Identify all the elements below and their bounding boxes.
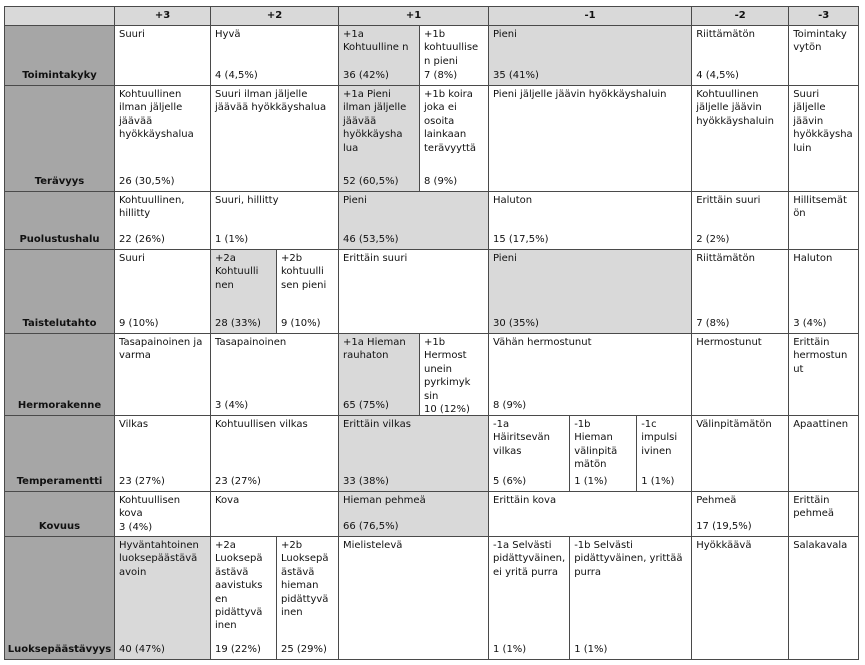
table-cell — [489, 26, 692, 86]
cell-content — [641, 418, 687, 488]
cell-count: 5 (6%) — [493, 475, 527, 487]
cell-count: 33 (38%) — [343, 475, 389, 487]
cell-content — [215, 336, 334, 412]
cell-text: Tasapainoinen ja varma — [119, 337, 203, 362]
cell-text: Suuri — [119, 253, 145, 264]
cell-content — [574, 418, 632, 488]
cell-count: 8 (9%) — [424, 175, 458, 187]
cell-text: Pieni — [343, 195, 367, 206]
cell-text: Kohtuullinen, hillitty — [119, 195, 185, 220]
table-cell — [692, 492, 789, 537]
cell-count: 52 (60,5%) — [343, 175, 399, 187]
cell-content — [424, 28, 484, 82]
cell-text: Erittäin hermostun ut — [793, 337, 848, 375]
cell-count: 25 (29%) — [281, 643, 327, 655]
cell-content — [215, 494, 334, 533]
cell-text: Erittäin vilkas — [343, 419, 411, 430]
table-cell — [115, 192, 211, 250]
cell-text: +2b Luoksepä ästävä hieman pidättyvä inen — [281, 540, 329, 619]
table-cell — [115, 26, 211, 86]
cell-content — [793, 194, 854, 246]
cell-count: 19 (22%) — [215, 643, 261, 655]
cell-content — [343, 28, 415, 82]
table-cell — [570, 537, 692, 660]
cell-count: 22 (26%) — [119, 233, 165, 245]
cell-count: 65 (75%) — [343, 399, 389, 411]
table-cell — [489, 416, 570, 492]
cell-count: 23 (27%) — [119, 475, 165, 487]
table-body — [5, 26, 859, 660]
cell-content — [696, 28, 784, 82]
table-cell — [692, 192, 789, 250]
table-cell — [692, 334, 789, 416]
table-cell — [692, 26, 789, 86]
cell-content — [215, 252, 272, 330]
cell-text: Erittäin kova — [493, 495, 557, 506]
cell-content — [343, 539, 484, 656]
cell-count: 17 (19,5%) — [696, 520, 752, 532]
cell-content — [493, 194, 687, 246]
cell-content — [493, 252, 687, 330]
cell-text: +2a Luoksepä ästävä aavistuks en pidättyvä inen — [215, 540, 263, 632]
table-cell — [789, 492, 859, 537]
column-header-minus3: -3 — [789, 7, 859, 26]
cell-count: 35 (41%) — [493, 69, 539, 81]
table-cell — [489, 334, 692, 416]
row-header: Toimintakyky — [5, 26, 115, 86]
cell-content — [343, 418, 484, 488]
cell-content — [215, 194, 334, 246]
cell-content — [119, 494, 206, 533]
table-row — [5, 192, 859, 250]
cell-content — [215, 88, 334, 188]
table-cell — [211, 416, 339, 492]
table-row — [5, 250, 859, 334]
cell-content — [793, 88, 854, 188]
cell-text: +1a Pieni ilman jäljelle jäävää hyökkäysha lua — [343, 89, 407, 154]
table-cell — [115, 334, 211, 416]
cell-text: Hieman pehmeä — [343, 495, 426, 506]
table-cell — [420, 334, 489, 416]
table-row — [5, 537, 859, 660]
cell-count: 10 (12%) — [424, 404, 470, 416]
table-cell — [789, 416, 859, 492]
cell-count: 46 (53,5%) — [343, 233, 399, 245]
table-cell — [420, 86, 489, 192]
table-cell — [489, 492, 692, 537]
table-cell — [420, 26, 489, 86]
cell-text: Haluton — [493, 195, 533, 206]
table-cell — [339, 334, 420, 416]
cell-content — [281, 252, 334, 330]
cell-count: 40 (47%) — [119, 643, 165, 655]
row-header: Taistelutahto — [5, 250, 115, 334]
column-header-plus3: +3 — [115, 7, 211, 26]
cell-content — [493, 336, 687, 412]
table-cell — [789, 86, 859, 192]
table-cell — [211, 192, 339, 250]
cell-count: 1 (1%) — [493, 643, 527, 655]
cell-count: 4 (4,5%) — [696, 69, 739, 81]
cell-content — [343, 252, 484, 330]
cell-count: 1 (1%) — [574, 643, 608, 655]
cell-content — [119, 336, 206, 412]
table-cell — [115, 86, 211, 192]
table-cell — [489, 86, 692, 192]
cell-count: 15 (17,5%) — [493, 233, 549, 245]
row-header: Puolustushalu — [5, 192, 115, 250]
table-cell — [692, 537, 789, 660]
table-cell — [211, 334, 339, 416]
cell-count: 3 (4%) — [119, 521, 153, 533]
cell-text: Pehmeä — [696, 495, 737, 506]
table-cell — [211, 86, 339, 192]
cell-text: Haluton — [793, 253, 833, 264]
cell-content — [281, 539, 334, 656]
column-header-minus1: -1 — [489, 7, 692, 26]
cell-text: Hyväntahtoinen luoksepäästävä avoin — [119, 540, 199, 578]
table-cell — [277, 537, 339, 660]
table-cell — [115, 416, 211, 492]
cell-text: Pieni — [493, 29, 517, 40]
cell-text: +1b kohtuullise n pieni — [424, 29, 479, 67]
table-cell — [789, 334, 859, 416]
cell-text: Välinpitämätön — [696, 419, 772, 430]
cell-text: Hyvä — [215, 29, 241, 40]
row-header: Temperamentti — [5, 416, 115, 492]
table-cell — [339, 26, 420, 86]
cell-text: Apaattinen — [793, 419, 849, 430]
cell-text: Tasapainoinen — [215, 337, 287, 348]
cell-content — [696, 336, 784, 412]
table-cell — [211, 26, 339, 86]
cell-content — [696, 539, 784, 656]
row-header: Kovuus — [5, 492, 115, 537]
table-cell — [692, 416, 789, 492]
table-row — [5, 26, 859, 86]
cell-content — [343, 194, 484, 246]
corner-cell — [5, 7, 115, 26]
cell-content — [343, 494, 484, 533]
cell-content — [215, 418, 334, 488]
cell-count: 4 (4,5%) — [215, 69, 258, 81]
cell-content — [696, 494, 784, 533]
cell-count: 8 (9%) — [493, 399, 527, 411]
table-cell — [692, 250, 789, 334]
cell-text: -1b Selvästi pidättyväinen, yrittää purra — [574, 540, 683, 578]
cell-content — [793, 539, 854, 656]
cell-content — [119, 194, 206, 246]
cell-content — [696, 88, 784, 188]
cell-count: 26 (30,5%) — [119, 175, 175, 187]
cell-content — [793, 494, 854, 533]
cell-text: Kohtuullinen ilman jäljelle jäävää hyökkäyshalua — [119, 89, 194, 141]
cell-text: Kova — [215, 495, 240, 506]
cell-content — [493, 28, 687, 82]
row-header: Luoksepäästävyys — [5, 537, 115, 660]
cell-text: Suuri jäljelle jäävin hyökkäysha luin — [793, 89, 853, 154]
cell-text: Riittämätön — [696, 29, 755, 40]
cell-text: +2b kohtuulli sen pieni — [281, 253, 327, 291]
cell-text: +2a Kohtuulli nen — [215, 253, 259, 291]
cell-text: +1b koira joka ei osoita lainkaan terävyyttä — [424, 89, 477, 154]
table-cell — [211, 537, 277, 660]
cell-content — [119, 88, 206, 188]
cell-content — [343, 336, 415, 412]
cell-text: Salakavala — [793, 540, 848, 551]
column-header-minus2: -2 — [692, 7, 789, 26]
table-cell — [789, 537, 859, 660]
cell-count: 7 (8%) — [696, 317, 730, 329]
cell-count: 7 (8%) — [424, 69, 458, 81]
cell-count: 23 (27%) — [215, 475, 261, 487]
table-cell — [115, 250, 211, 334]
cell-content — [119, 418, 206, 488]
cell-text: Hermostunut — [696, 337, 762, 348]
cell-text: Pieni jäljelle jäävin hyökkäyshaluin — [493, 89, 667, 100]
cell-text: -1c impulsi ivinen — [641, 419, 678, 457]
table-cell — [339, 192, 489, 250]
cell-count: 9 (10%) — [119, 317, 159, 329]
cell-count: 9 (10%) — [281, 317, 321, 329]
cell-content — [215, 28, 334, 82]
cell-text: +1a Hieman rauhaton — [343, 337, 406, 362]
cell-text: +1a Kohtuulline n — [343, 29, 409, 54]
cell-count: 1 (1%) — [574, 475, 608, 487]
table-cell — [789, 26, 859, 86]
cell-content — [793, 336, 854, 412]
cell-content — [215, 539, 272, 656]
cell-text: Pieni — [493, 253, 517, 264]
cell-content — [424, 336, 484, 416]
cell-text: Erittäin pehmeä — [793, 495, 835, 520]
cell-text: Kohtuullinen jäljelle jäävin hyökkäyshaluin — [696, 89, 774, 127]
row-header: Terävyys — [5, 86, 115, 192]
cell-text: Vilkas — [119, 419, 149, 430]
table-cell — [570, 416, 637, 492]
cell-count: 36 (42%) — [343, 69, 389, 81]
table-cell — [339, 250, 489, 334]
cell-text: +1b Hermost unein pyrkimyk sin — [424, 337, 471, 402]
table-cell — [115, 492, 211, 537]
cell-content — [696, 418, 784, 488]
table-cell — [339, 492, 489, 537]
results-table — [4, 6, 859, 660]
table-cell — [211, 492, 339, 537]
cell-text: Erittäin suuri — [343, 253, 408, 264]
cell-text: -1a Selvästi pidättyväinen, ei yritä purra — [493, 540, 566, 578]
cell-content — [696, 252, 784, 330]
cell-text: -1b Hieman välinpitä mätön — [574, 419, 618, 471]
cell-count: 66 (76,5%) — [343, 520, 399, 532]
cell-text: Hillitsemät ön — [793, 195, 847, 220]
table-row — [5, 334, 859, 416]
cell-content — [793, 252, 854, 330]
cell-count: 3 (4%) — [793, 317, 827, 329]
table-cell — [489, 192, 692, 250]
column-header-plus1: +1 — [339, 7, 489, 26]
cell-content — [493, 88, 687, 188]
table-cell — [692, 86, 789, 192]
cell-content — [493, 418, 565, 488]
cell-count: 1 (1%) — [641, 475, 675, 487]
cell-text: Toimintaky vytön — [793, 29, 847, 54]
cell-content — [793, 418, 854, 488]
cell-content — [119, 252, 206, 330]
cell-content — [493, 494, 687, 533]
cell-content — [119, 28, 206, 82]
table-cell — [211, 250, 277, 334]
table-row — [5, 416, 859, 492]
table-row — [5, 86, 859, 192]
cell-count: 28 (33%) — [215, 317, 261, 329]
cell-text: Erittäin suuri — [696, 195, 761, 206]
cell-text: Vähän hermostunut — [493, 337, 592, 348]
cell-content — [424, 88, 484, 188]
table-cell — [789, 250, 859, 334]
table-cell — [489, 537, 570, 660]
cell-text: Mielistelevä — [343, 540, 403, 551]
cell-text: Kohtuullisen vilkas — [215, 419, 308, 430]
table-row — [5, 492, 859, 537]
cell-text: Suuri ilman jäljelle jäävää hyökkäyshalua — [215, 89, 327, 114]
cell-count: 2 (2%) — [696, 233, 730, 245]
cell-text: Hyökkäävä — [696, 540, 752, 551]
cell-text: Suuri, hillitty — [215, 195, 279, 206]
table-cell — [489, 250, 692, 334]
cell-text: Riittämätön — [696, 253, 755, 264]
table-cell — [277, 250, 339, 334]
cell-content — [793, 28, 854, 82]
header-row — [5, 7, 859, 26]
cell-text: Suuri — [119, 29, 145, 40]
cell-content — [696, 194, 784, 246]
table-cell — [339, 86, 420, 192]
table-cell — [789, 192, 859, 250]
cell-count: 3 (4%) — [215, 399, 249, 411]
cell-content — [574, 539, 687, 656]
row-header: Hermorakenne — [5, 334, 115, 416]
cell-text: Kohtuullisen kova — [119, 495, 181, 520]
table-cell — [115, 537, 211, 660]
cell-content — [119, 539, 206, 656]
table-cell — [339, 416, 489, 492]
table-cell — [339, 537, 489, 660]
cell-content — [493, 539, 565, 656]
cell-count: 30 (35%) — [493, 317, 539, 329]
column-header-plus2: +2 — [211, 7, 339, 26]
table-cell — [637, 416, 692, 492]
cell-content — [343, 88, 415, 188]
cell-text: -1a Häiritsevän vilkas — [493, 419, 550, 457]
cell-count: 1 (1%) — [215, 233, 249, 245]
